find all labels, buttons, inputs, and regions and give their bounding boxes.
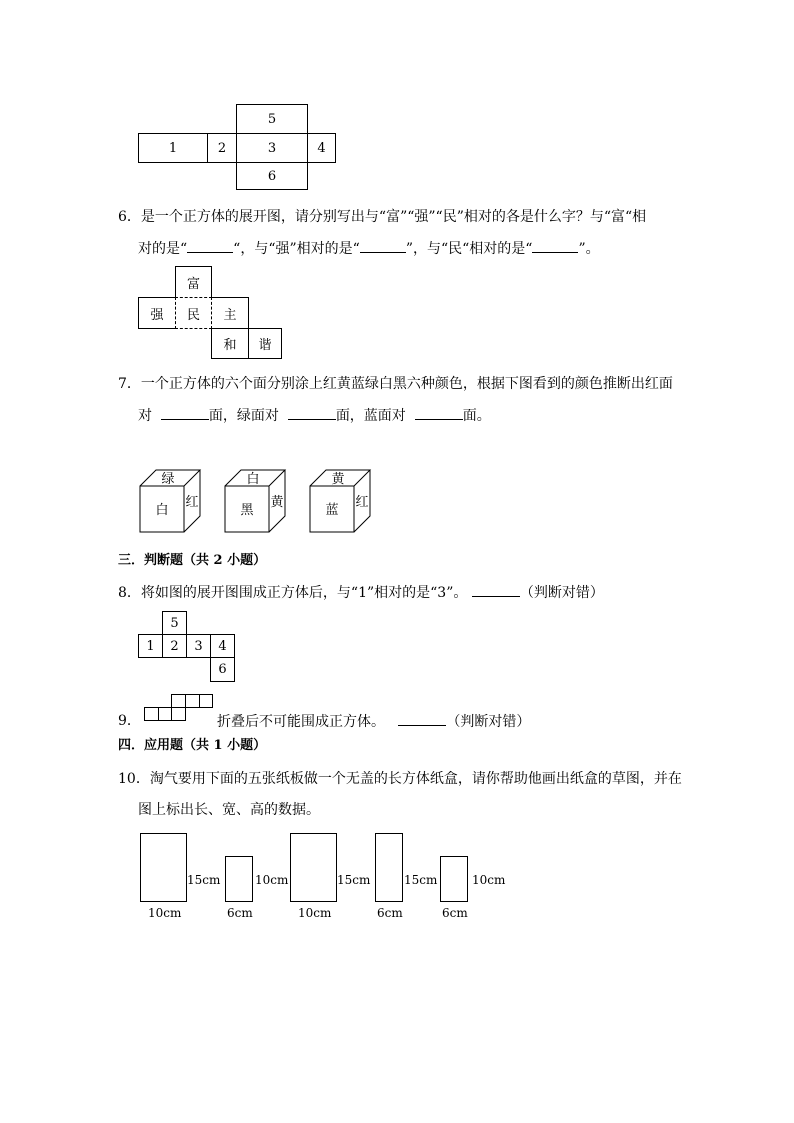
question-number: 8． (118, 585, 141, 601)
net-square (199, 694, 213, 708)
question-6-line2 (138, 238, 600, 259)
color-cubes-figure (130, 462, 400, 542)
question-number: 7． (118, 376, 141, 392)
board-2-width-label: 6cm (227, 906, 253, 920)
question-6 (118, 207, 646, 227)
board-4 (375, 833, 403, 902)
answer-blank[interactable] (472, 582, 520, 597)
cube1-top-label: 绿 (161, 472, 175, 487)
net-cell-he: 和 (211, 328, 249, 359)
net-cell-qiang: 强 (138, 297, 176, 329)
net-cell-fu: 富 (175, 266, 212, 298)
net-cell-xie: 谐 (248, 328, 282, 359)
text-segment: 对 (138, 408, 152, 424)
net-cell-3: 3 (186, 634, 211, 658)
answer-blank[interactable] (288, 405, 336, 420)
question-8 (118, 582, 604, 603)
text-segment: 面。 (462, 408, 491, 424)
question-text: 是一个正方体的展开图，请分别写出与“富”“强”“民”相对的各是什么字？与“富“相 (140, 209, 647, 225)
net-square (185, 694, 200, 708)
answer-blank[interactable] (360, 238, 406, 253)
board-1-height-label: 15cm (187, 873, 221, 887)
board-5 (440, 856, 468, 902)
cube3-front-label: 蓝 (325, 503, 339, 518)
net-cell-1: 1 (138, 133, 208, 163)
section-heading-judgement: 三．判断题（共 2 小题） (118, 553, 267, 568)
answer-blank[interactable] (398, 711, 446, 726)
answer-blank[interactable] (415, 405, 463, 420)
net-square (158, 707, 172, 721)
answer-blank[interactable] (161, 405, 209, 420)
board-4-height-label: 15cm (404, 873, 438, 887)
board-5-width-label: 6cm (442, 906, 468, 920)
question-text: 淘气要用下面的五张纸板做一个无盖的长方体纸盒，请你帮助他画出纸盒的草图，并在 (149, 771, 682, 787)
question-9 (217, 711, 530, 732)
cube2-front-label: 黑 (240, 503, 254, 518)
board-4-width-label: 6cm (377, 906, 403, 920)
question-10-line2: 图上标出长、宽、高的数据。 (138, 802, 320, 818)
question-7 (118, 374, 673, 394)
board-3-width-label: 10cm (298, 906, 332, 920)
text-segment: 面，蓝面对 (335, 408, 406, 424)
text-segment: 对的是“ (138, 241, 188, 257)
net-cell-zhu: 主 (211, 297, 249, 329)
net-square (171, 707, 186, 721)
net-cell-4: 4 (210, 634, 235, 658)
net-cell-2: 2 (162, 634, 187, 658)
net-cell-4: 4 (307, 133, 336, 163)
question-text: 一个正方体的六个面分别涂上红黄蓝绿白黑六种颜色，根据下图看到的颜色推断出红面 (140, 376, 673, 392)
question-text: 将如图的展开图围成正方体后，与“1”相对的是“3”。 (140, 585, 468, 601)
cube2-side-label: 黄 (270, 495, 284, 510)
board-3-height-label: 15cm (337, 873, 371, 887)
net-square (171, 694, 186, 708)
cube2-top-label: 白 (246, 472, 260, 487)
board-2 (225, 856, 253, 902)
question-7-line2 (138, 405, 491, 426)
text-segment: “，与“强”相对的是“ (233, 241, 360, 257)
answer-blank[interactable] (532, 238, 578, 253)
board-1-width-label: 10cm (148, 906, 182, 920)
net-cell-3: 3 (236, 133, 308, 163)
net-cell-min: 民 (175, 297, 212, 329)
question-tail: （判断对错） (519, 585, 604, 601)
text-segment: ”。 (578, 241, 600, 257)
cube1-side-label: 红 (185, 495, 199, 510)
net-cell-5: 5 (162, 611, 187, 635)
board-5-height-label: 10cm (472, 873, 506, 887)
question-9-number: 9． (118, 713, 141, 729)
net-cell-6: 6 (210, 657, 235, 682)
text-segment: ”，与“民“相对的是“ (405, 241, 533, 257)
net-cell-5: 5 (236, 104, 308, 134)
cube3-top-label: 黄 (331, 472, 345, 487)
question-text: 折叠后不可能围成正方体。 (217, 714, 385, 730)
question-number: 10． (118, 771, 150, 787)
net-square (144, 707, 159, 721)
net-cell-1: 1 (138, 634, 163, 658)
answer-blank[interactable] (187, 238, 233, 253)
board-2-height-label: 10cm (255, 873, 289, 887)
text-segment: 面，绿面对 (208, 408, 279, 424)
board-3 (290, 833, 337, 902)
board-1 (140, 833, 187, 902)
question-tail: （判断对错） (446, 714, 531, 730)
net-cell-6: 6 (236, 162, 308, 190)
question-number: 6． (118, 209, 141, 225)
cube1-front-label: 白 (155, 503, 169, 518)
net-cell-2: 2 (207, 133, 237, 163)
question-10 (118, 769, 682, 789)
section-heading-application: 四．应用题（共 1 小题） (118, 738, 267, 753)
cube3-side-label: 红 (355, 495, 369, 510)
